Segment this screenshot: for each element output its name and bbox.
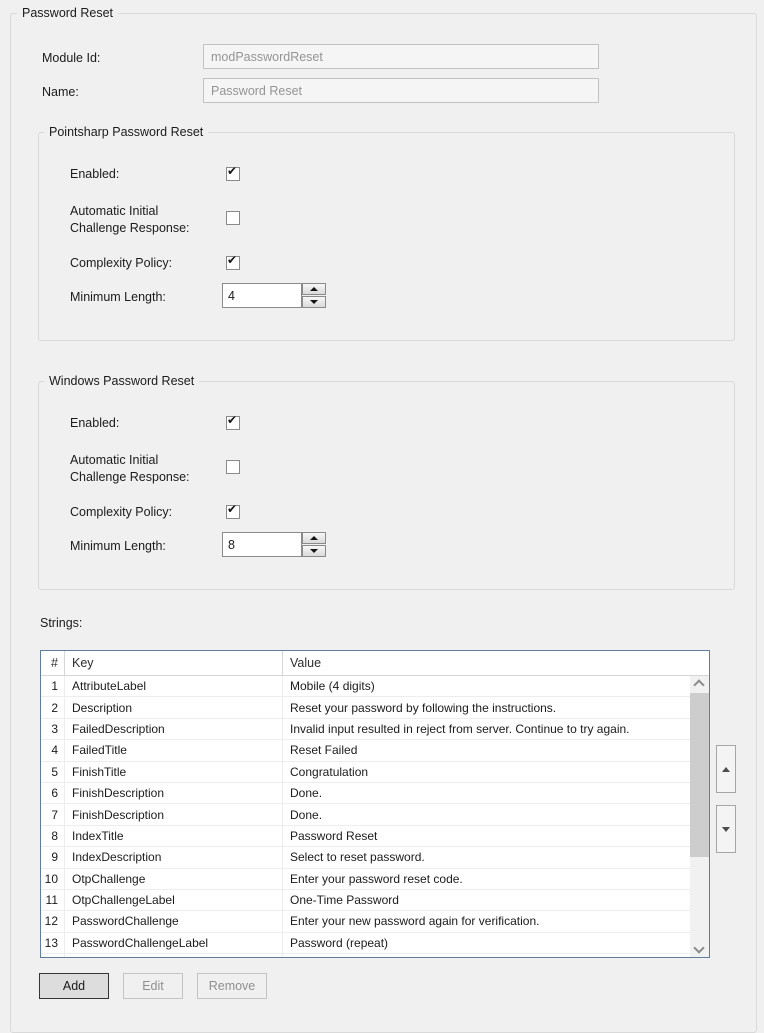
cell-number: 13: [43, 933, 65, 953]
cell-number: 5: [43, 762, 65, 782]
cell-key: OtpChallengeLabel: [65, 890, 283, 910]
edit-button[interactable]: Edit: [123, 973, 183, 999]
spinner-up-icon: [310, 536, 318, 540]
cell-key: FailedDescription: [65, 719, 283, 739]
cell-number: 6: [43, 783, 65, 803]
cell-key: Description: [65, 697, 283, 717]
cell-key: FinishDescription: [65, 783, 283, 803]
spinner-up-button[interactable]: [302, 283, 326, 295]
cell-key: PasswordChallenge: [65, 911, 283, 931]
strings-label: Strings:: [40, 616, 83, 630]
check-icon: ✔: [227, 502, 238, 516]
cell-value: Password Reset: [290, 828, 378, 843]
spinner-down-button[interactable]: [302, 545, 326, 557]
cell-value: Mobile (4 digits): [290, 679, 375, 694]
cell-key: FailedTitle: [65, 740, 283, 760]
spinner-down-icon: [310, 300, 318, 304]
table-row[interactable]: [41, 890, 709, 911]
windows-enabled-label: Enabled:: [70, 416, 120, 430]
windows-complexity-checkbox[interactable]: [226, 502, 240, 519]
table-row[interactable]: [41, 697, 709, 718]
windows-min-length-input[interactable]: [222, 532, 302, 557]
spinner-down-button[interactable]: [302, 296, 326, 308]
scroll-down-icon[interactable]: [693, 942, 704, 953]
cell-number: 10: [43, 869, 65, 889]
column-header-number[interactable]: #: [43, 651, 65, 675]
pointsharp-section-title: Pointsharp Password Reset: [44, 125, 208, 139]
pointsharp-auto-initial-checkbox[interactable]: [226, 211, 240, 225]
cell-value: Reset your password by following the instructions.: [290, 700, 557, 715]
cell-value: Password (repeat): [290, 935, 389, 950]
cell-number: 7: [43, 804, 65, 824]
table-row[interactable]: [41, 719, 709, 740]
cell-number: 2: [43, 697, 65, 717]
cell-number: 12: [43, 911, 65, 931]
page-title: Password Reset: [17, 6, 118, 20]
pointsharp-complexity-label: Complexity Policy:: [70, 256, 173, 270]
windows-enabled-checkbox[interactable]: [226, 413, 240, 430]
spinner-up-button[interactable]: [302, 532, 326, 544]
cell-key: IndexTitle: [65, 826, 283, 846]
pointsharp-auto-initial-label: Automatic Initial Challenge Response:: [70, 204, 190, 235]
table-row[interactable]: [41, 804, 709, 825]
move-down-button[interactable]: [716, 805, 736, 853]
reorder-down-icon: [722, 827, 730, 832]
scroll-up-icon[interactable]: [693, 679, 704, 690]
cell-value: Congratulation: [290, 764, 369, 779]
table-row[interactable]: [41, 826, 709, 847]
reorder-up-icon: [722, 767, 730, 772]
cell-number: 4: [43, 740, 65, 760]
cell-number: [43, 954, 65, 958]
column-header-value[interactable]: Value: [290, 656, 322, 670]
cell-number: 11: [43, 890, 65, 910]
pointsharp-min-length-input[interactable]: [222, 283, 302, 308]
cell-key: FinishDescription: [65, 804, 283, 824]
move-up-button[interactable]: [716, 745, 736, 793]
cell-key: AttributeLabel: [65, 676, 283, 696]
cell-value: Done.: [290, 807, 323, 822]
cell-number: 9: [43, 847, 65, 867]
table-row[interactable]: [41, 933, 709, 954]
check-icon: ✔: [227, 413, 238, 427]
table-row[interactable]: [41, 783, 709, 804]
windows-auto-initial-checkbox[interactable]: [226, 460, 240, 474]
name-field[interactable]: [203, 78, 599, 103]
table-header: [41, 651, 709, 676]
cell-key: OtpChallenge: [65, 869, 283, 889]
cell-value: Done.: [290, 786, 323, 801]
cell-key: [65, 954, 283, 958]
cell-key: FinishTitle: [65, 762, 283, 782]
windows-section-title: Windows Password Reset: [44, 374, 199, 388]
table-row[interactable]: [41, 676, 709, 697]
column-header-key[interactable]: Key: [65, 651, 283, 675]
table-row[interactable]: [41, 954, 709, 958]
cell-value: Enter your password reset code.: [290, 871, 463, 886]
module-id-label: Module Id:: [42, 51, 101, 65]
remove-button[interactable]: Remove: [197, 973, 267, 999]
check-icon: ✔: [227, 164, 238, 178]
table-row[interactable]: [41, 869, 709, 890]
windows-min-length-stepper: [302, 532, 326, 557]
cell-number: 1: [43, 676, 65, 696]
table-row[interactable]: [41, 762, 709, 783]
pointsharp-enabled-checkbox[interactable]: [226, 164, 240, 181]
strings-table: [40, 650, 710, 958]
pointsharp-min-length-stepper: [302, 283, 326, 308]
table-row[interactable]: [41, 847, 709, 868]
spinner-up-icon: [310, 287, 318, 291]
cell-key: IndexDescription: [65, 847, 283, 867]
spinner-down-icon: [310, 549, 318, 553]
cell-value: Reset Failed: [290, 743, 358, 758]
cell-value: Enter your new password again for verification.: [290, 914, 540, 929]
module-id-field[interactable]: [203, 44, 599, 69]
cell-value: One-Time Password: [290, 893, 399, 908]
pointsharp-complexity-checkbox[interactable]: [226, 253, 240, 270]
windows-complexity-label: Complexity Policy:: [70, 505, 173, 519]
table-body: [41, 676, 709, 958]
add-button[interactable]: Add: [39, 973, 109, 999]
cell-number: 3: [43, 719, 65, 739]
scrollbar-thumb[interactable]: [690, 693, 709, 857]
cell-value: Invalid input resulted in reject from server. Continue to try again.: [290, 721, 630, 736]
cell-value: [283, 954, 709, 958]
table-row[interactable]: [41, 740, 709, 761]
cell-key: PasswordChallengeLabel: [65, 933, 283, 953]
pointsharp-min-length-label: Minimum Length:: [70, 290, 166, 304]
cell-value: Select to reset password.: [290, 850, 425, 865]
cell-number: 8: [43, 826, 65, 846]
check-icon: ✔: [227, 253, 238, 267]
table-row[interactable]: [41, 911, 709, 932]
vertical-scrollbar[interactable]: [690, 676, 709, 957]
name-label: Name:: [42, 85, 79, 99]
windows-auto-initial-label: Automatic Initial Challenge Response:: [70, 453, 190, 484]
pointsharp-enabled-label: Enabled:: [70, 167, 120, 181]
windows-min-length-label: Minimum Length:: [70, 539, 166, 553]
